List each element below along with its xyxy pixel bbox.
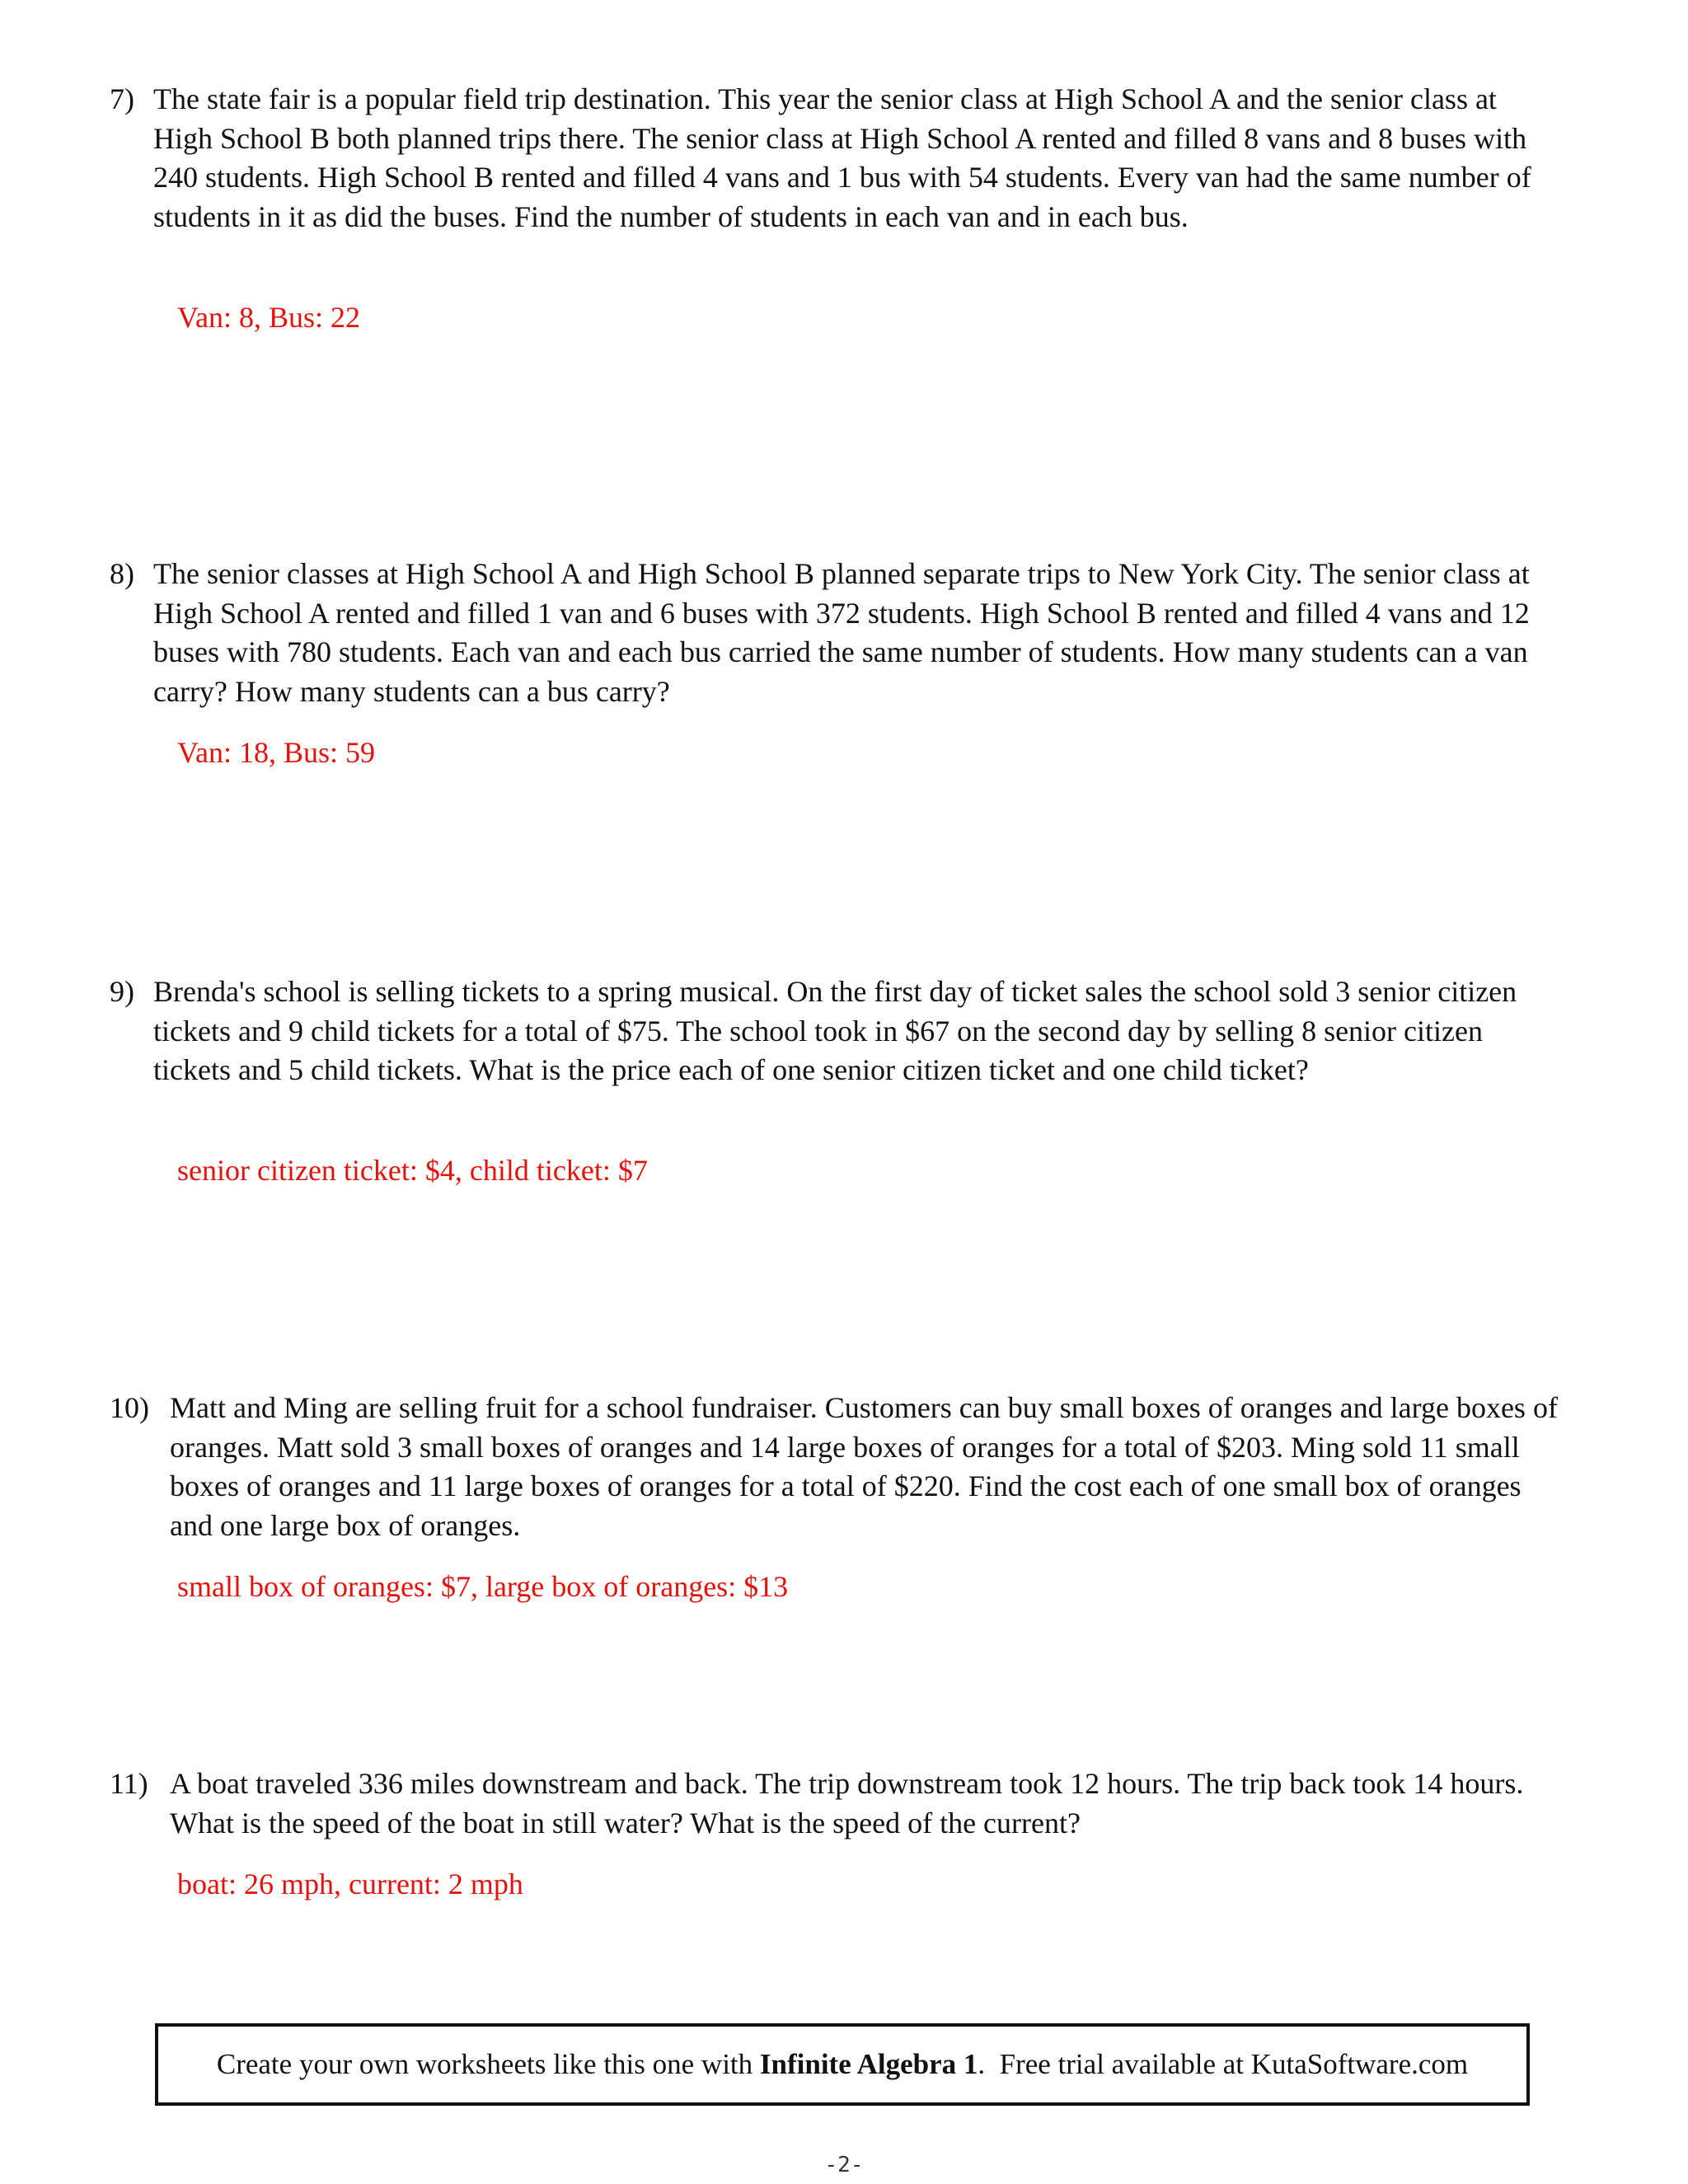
footer-prefix: Create your own worksheets like this one with bbox=[216, 2048, 760, 2080]
problem-number: 7) bbox=[110, 82, 134, 115]
problem-number: 9) bbox=[110, 975, 134, 1008]
problem-7 bbox=[110, 80, 1560, 334]
problem-text: The state fair is a popular field trip destination. This year the senior class at High School A and the senior class at High School B both planned trips there. The senior class at High School A rented and filled 8 vans and 8 buses with 240 students. High School B rented and filled 4 vans and 1 bus with 54 students. Every van had the same number of students in it as did the buses. Find the number of students in each van and in each bus. bbox=[153, 82, 1531, 233]
problem-number: 11) bbox=[110, 1767, 148, 1800]
footer-product-name: Infinite Algebra 1 bbox=[759, 2048, 978, 2080]
problem-answer: Van: 18, Bus: 59 bbox=[177, 736, 376, 769]
problem-answer: Van: 8, Bus: 22 bbox=[177, 301, 361, 334]
problem-answer: senior citizen ticket: $4, child ticket: $7 bbox=[177, 1154, 648, 1187]
problem-11 bbox=[110, 1765, 1560, 1900]
problem-number: 10) bbox=[110, 1391, 149, 1424]
problem-8 bbox=[110, 555, 1560, 769]
problem-10 bbox=[110, 1389, 1560, 1603]
problem-text: Brenda's school is selling tickets to a spring musical. On the first day of ticket sales the school sold 3 senior citizen tickets and 9 child tickets for a total of $75. The school took in $67 on the second day by selling 8 senior citizen tickets and 5 child tickets. What is the price each of one senior citizen ticket and one child ticket? bbox=[153, 975, 1517, 1086]
problem-text: A boat traveled 336 miles downstream and back. The trip downstream took 12 hours. The trip back took 14 hours. What is the speed of the boat in still water? What is the speed of the current? bbox=[170, 1767, 1524, 1840]
problem-number: 8) bbox=[110, 557, 134, 590]
footer-suffix: . Free trial available at KutaSoftware.com bbox=[978, 2048, 1469, 2080]
problem-text: The senior classes at High School A and High School B planned separate trips to New York City. The senior class at High School A rented and filled 1 van and 6 buses with 372 students. High School B rented and filled 4 vans and 12 buses with 780 students. Each van and each bus carried the same number of students. How many students can a van carry? How many students can a bus carry? bbox=[153, 557, 1530, 708]
promo-footer-box bbox=[155, 2023, 1530, 2106]
page-number: -2- bbox=[824, 2153, 864, 2177]
problem-answer: small box of oranges: $7, large box of oranges: $13 bbox=[177, 1570, 789, 1603]
problem-answer: boat: 26 mph, current: 2 mph bbox=[177, 1868, 523, 1900]
problem-9 bbox=[110, 972, 1560, 1187]
problem-text: Matt and Ming are selling fruit for a school fundraiser. Customers can buy small boxes of oranges and large boxes of oranges. Matt sold 3 small boxes of oranges and 14 large boxes of oranges for a total of $203. Ming sold 11 small boxes of oranges and 11 large boxes of oranges for a total of $220. Find the cost each of one small box of oranges and one large box of oranges. bbox=[170, 1391, 1558, 1542]
